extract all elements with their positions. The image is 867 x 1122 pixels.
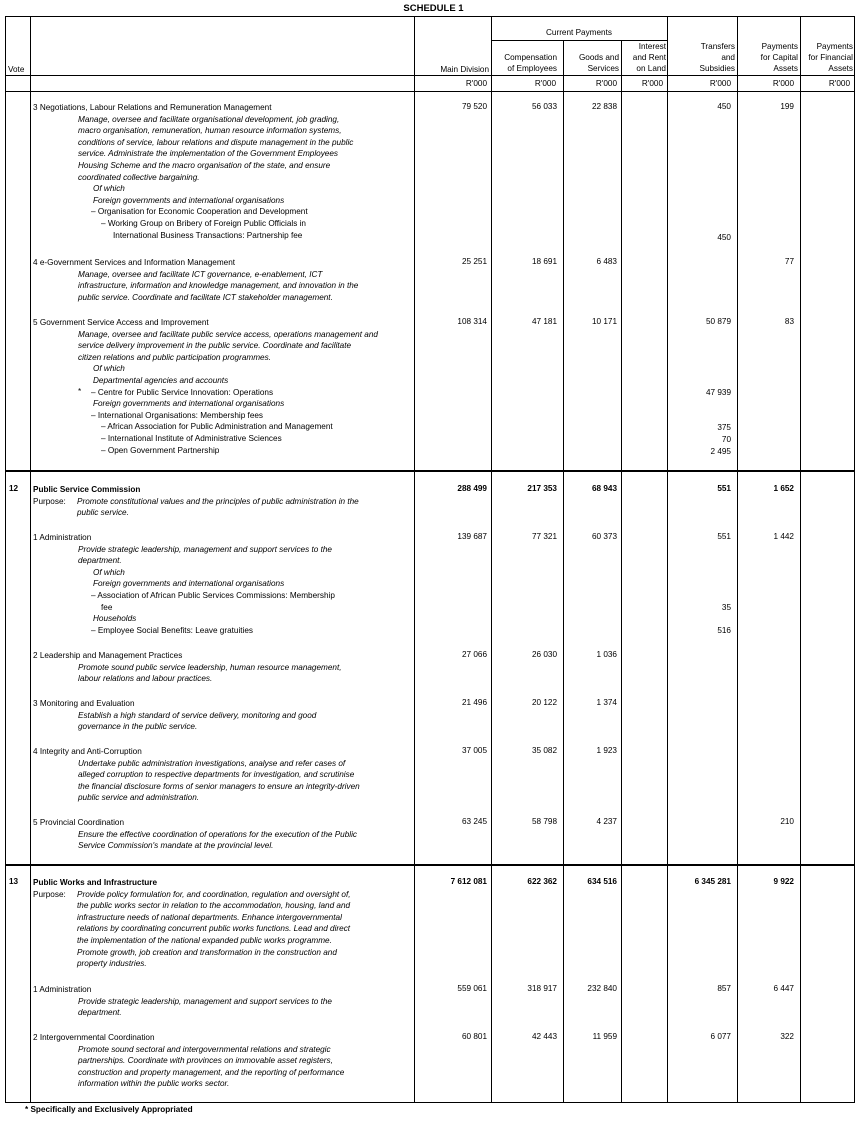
subprogramme-5	[33, 317, 413, 456]
goods-value: 68 943	[591, 484, 617, 493]
divider	[800, 16, 801, 1103]
header-vote: Vote	[8, 65, 25, 74]
line-item: – Working Group on Bribery of Foreign Public Officials in	[101, 218, 306, 228]
unit-label: R'000	[709, 79, 731, 88]
subprogramme-description: Establish a high standard of service delivery, monitoring and good governance in the public service.	[78, 710, 317, 732]
capital-value: 322	[780, 1032, 794, 1041]
main-division-value: 79 520	[461, 102, 487, 111]
goods-value: 1 374	[596, 698, 617, 707]
unit-label: R'000	[641, 79, 663, 88]
line-item: – Organisation for Economic Cooperation and Development	[91, 207, 308, 217]
category-label: Foreign governments and international organisations	[93, 399, 285, 409]
goods-value: 1 036	[596, 650, 617, 659]
goods-value: 6 483	[596, 257, 617, 266]
line-item: – Open Government Partnership	[101, 445, 220, 455]
main-division-value: 7 612 081	[450, 877, 487, 886]
main-division-value: 37 005	[461, 746, 487, 755]
vote-12	[33, 484, 413, 519]
capital-value: 210	[780, 817, 794, 826]
unit-label: R'000	[772, 79, 794, 88]
transfers-value: 50 879	[705, 317, 731, 326]
unit-label: R'000	[465, 79, 487, 88]
subprogramme-title: 4 e-Government Services and Information Management	[33, 258, 236, 267]
subprogramme-description: Ensure the effective coordination of operations for the execution of the Public Service Commission's mandate at the provincial level.	[78, 829, 358, 851]
header-compensation: Compensation of Employees	[504, 53, 557, 73]
unit-label: R'000	[595, 79, 617, 88]
category-label: Foreign governments and international organisations	[93, 579, 285, 589]
of-which-label: Of which	[93, 184, 125, 194]
main-division-value: 559 061	[457, 984, 487, 993]
divider	[667, 16, 668, 1103]
compensation-value: 56 033	[531, 102, 557, 111]
line-item: – Employee Social Benefits: Leave gratuities	[91, 625, 254, 635]
transfers-value: 70	[721, 435, 731, 444]
subprogramme-description: Manage, oversee and facilitate public service access, operations management and service delivery improvement in the public service. Coordinate and facilitate citizen relations and public participation programmes.	[78, 329, 378, 362]
capital-value: 199	[780, 102, 794, 111]
divider	[5, 91, 855, 92]
compensation-value: 42 443	[531, 1032, 557, 1041]
subprogramme-description: Undertake public administration investigations, analyse and refer cases of alleged corruption to respective departments for investigation, and scrutinise the financial disclosure forms of senior managers to ensure an integrity-driven public service and administration.	[78, 758, 360, 803]
main-division-value: 27 066	[461, 650, 487, 659]
vote-title: Public Service Commission	[33, 485, 141, 494]
subprogramme-description: Provide strategic leadership, management and support services to the department.	[78, 544, 332, 566]
header-transfers: Transfers and Subsidies	[699, 42, 735, 73]
main-division-value: 139 687	[457, 532, 487, 541]
line-item: fee	[101, 602, 113, 612]
subprogramme-title: 3 Negotiations, Labour Relations and Remuneration Management	[33, 103, 272, 112]
transfers-value: 450	[717, 233, 731, 242]
footnote: * Specifically and Exclusively Appropriated	[25, 1105, 193, 1114]
transfers-value: 450	[717, 102, 731, 111]
main-division-value: 63 245	[461, 817, 487, 826]
divider	[621, 40, 622, 1103]
subprogramme-title: 2 Intergovernmental Coordination	[33, 1033, 155, 1042]
compensation-value: 47 181	[531, 317, 557, 326]
header-capital-assets: Payments for Capital Assets	[760, 42, 798, 73]
compensation-value: 77 321	[531, 532, 557, 541]
category-label: Households	[93, 614, 137, 624]
line-item: International Business Transactions: Partnership fee	[113, 230, 303, 240]
vote-purpose: Purpose: Promote constitutional values and the principles of public administration in the public service.	[33, 496, 359, 518]
line-item: – Association of African Public Services Commissions: Membership	[91, 590, 335, 600]
transfers-value: 375	[717, 423, 731, 432]
transfers-value: 551	[717, 532, 731, 541]
category-label: Departmental agencies and accounts	[93, 375, 229, 385]
subprogramme-description: Promote sound sectoral and intergovernmental relations and strategic partnerships. Coordinate with provinces on immovable asset registers, construction and property management, and the reporting of performance information within the public works sector.	[78, 1044, 345, 1089]
divider	[491, 16, 492, 1103]
divider	[5, 864, 855, 866]
compensation-value: 26 030	[531, 650, 557, 659]
line-item: – African Association for Public Administration and Management	[101, 422, 333, 432]
compensation-value: 58 798	[531, 817, 557, 826]
compensation-value: 35 082	[531, 746, 557, 755]
subprogramme-description: Promote sound public service leadership, human resource management, labour relations and labour practices.	[78, 662, 342, 684]
subprogramme-description: Manage, oversee and facilitate organisational development, job grading, macro organisation, remuneration, human resource information systems, conditions of service, labour relations and dispute management in the public service. Administrate the implementation of the Government Employees Housing Scheme and the macro organisation of the state, and ensure coordinated collective bargaining.	[78, 114, 354, 182]
programme-intergovernmental	[33, 1032, 413, 1090]
transfers-value: 35	[721, 603, 731, 612]
goods-value: 10 171	[591, 317, 617, 326]
transfers-value: 857	[717, 984, 731, 993]
compensation-value: 622 362	[527, 877, 557, 886]
transfers-value: 516	[717, 626, 731, 635]
transfers-value: 6 345 281	[694, 877, 731, 886]
subprogramme-title: 3 Monitoring and Evaluation	[33, 699, 135, 708]
goods-value: 4 237	[596, 817, 617, 826]
header-financial-assets: Payments for Financial Assets	[808, 42, 853, 73]
main-division-value: 25 251	[461, 257, 487, 266]
subprogramme-description: Provide strategic leadership, management and support services to the department.	[78, 996, 332, 1018]
divider	[30, 16, 31, 1103]
line-item: – Centre for Public Service Innovation: Operations	[91, 387, 274, 397]
divider	[737, 16, 738, 1103]
programme-leadership	[33, 650, 413, 685]
subprogramme-description: Manage, oversee and facilitate ICT governance, e-enablement, ICT infrastructure, information and knowledge management, and innovation in the public service. Coordinate and facilitate ICT stakeholder management.	[78, 269, 359, 302]
main-division-value: 21 496	[461, 698, 487, 707]
schedule-title: SCHEDULE 1	[403, 3, 464, 14]
capital-value: 83	[784, 317, 794, 326]
unit-label: R'000	[828, 79, 850, 88]
category-label: Foreign governments and international organisations	[93, 195, 285, 205]
subprogramme-3	[33, 102, 413, 241]
compensation-value: 318 917	[527, 984, 557, 993]
subprogramme-title: 4 Integrity and Anti-Corruption	[33, 747, 142, 756]
specifically-appropriated-marker: *	[78, 387, 82, 396]
vote-number: 12	[9, 484, 19, 493]
subprogramme-4	[33, 257, 413, 303]
programme-administration	[33, 532, 413, 636]
line-item: – International Institute of Administrative Sciences	[101, 433, 282, 443]
goods-value: 22 838	[591, 102, 617, 111]
vote-13	[33, 877, 413, 970]
programme-monitoring	[33, 698, 413, 733]
subprogramme-title: 5 Government Service Access and Improvement	[33, 318, 209, 327]
goods-value: 11 959	[592, 1032, 617, 1041]
subprogramme-title: 2 Leadership and Management Practices	[33, 651, 183, 660]
subprogramme-title: 5 Provincial Coordination	[33, 818, 125, 827]
programme-administration	[33, 984, 413, 1019]
main-division-value: 108 314	[457, 317, 487, 326]
subprogramme-title: 1 Administration	[33, 985, 92, 994]
of-which-label: Of which	[93, 567, 125, 577]
header-goods: Goods and Services	[578, 53, 619, 73]
goods-value: 634 516	[587, 877, 617, 886]
capital-value: 6 447	[773, 984, 794, 993]
transfers-value: 47 939	[705, 388, 731, 397]
header-main-division: Main Division	[440, 65, 489, 74]
transfers-value: 6 077	[710, 1032, 731, 1041]
capital-value: 9 922	[773, 877, 794, 886]
capital-value: 1 652	[773, 484, 794, 493]
divider	[563, 40, 564, 1103]
unit-label: R'000	[534, 79, 556, 88]
vote-purpose: Purpose: Provide policy formulation for, and coordination, regulation and oversight of, the public works sector in relation to the accommodation, housing, land and infrastructure needs of national departments. Enhance intergovernmental relations by coordinating concurrent public works functions. Lead and direct the implementation of the national expanded public works programme. Promote growth, job creation and transformation in the construction and property industries.	[33, 889, 351, 969]
goods-value: 1 923	[596, 746, 617, 755]
compensation-value: 18 691	[531, 257, 557, 266]
capital-value: 77	[784, 257, 794, 266]
vote-title: Public Works and Infrastructure	[33, 878, 158, 887]
transfers-value: 2 495	[710, 447, 731, 456]
of-which-label: Of which	[93, 364, 125, 374]
programme-provincial	[33, 817, 413, 852]
subprogramme-title: 1 Administration	[33, 533, 92, 542]
goods-value: 60 373	[591, 532, 617, 541]
goods-value: 232 840	[587, 984, 617, 993]
compensation-value: 20 122	[531, 698, 557, 707]
divider	[5, 75, 855, 76]
main-division-value: 60 801	[461, 1032, 487, 1041]
line-item: – International Organisations: Membership fees	[91, 410, 264, 420]
divider	[414, 16, 415, 1103]
divider	[5, 470, 855, 472]
capital-value: 1 442	[773, 532, 794, 541]
header-interest: Interest and Rent on Land	[632, 42, 666, 73]
transfers-value: 551	[717, 484, 731, 493]
programme-integrity	[33, 746, 413, 804]
header-current-payments: Current Payments	[546, 28, 612, 37]
main-division-value: 288 499	[457, 484, 487, 493]
vote-number: 13	[9, 877, 19, 886]
compensation-value: 217 353	[527, 484, 557, 493]
